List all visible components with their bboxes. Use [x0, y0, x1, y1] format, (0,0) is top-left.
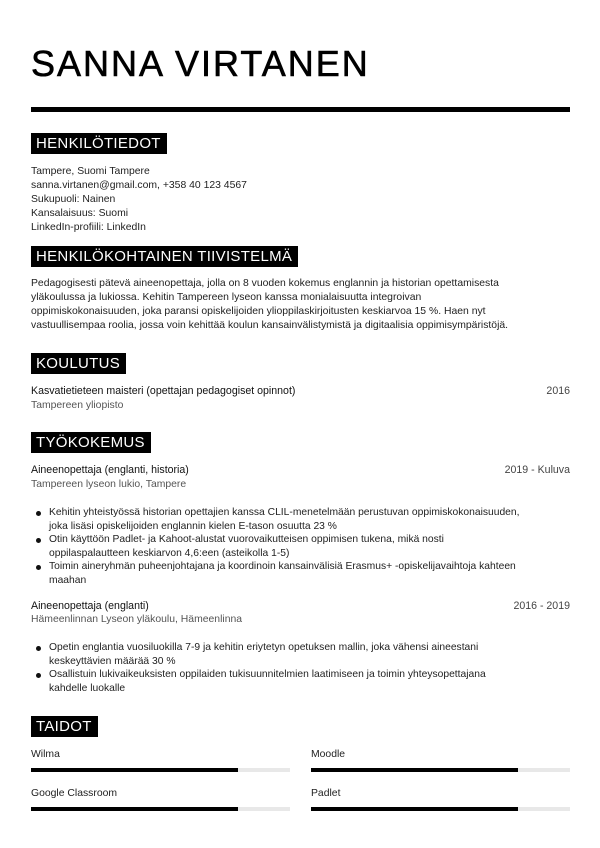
list-item: Otin käyttöön Padlet- ja Kahoot-alustat vuorovaikutteisen oppimisen tukena, mikä nosti oppilaspalautteen keskiarvon 4,6:een (asteikolla 1-5) — [31, 533, 571, 560]
bullet-icon — [36, 673, 41, 678]
section-heading-summary: HENKILÖKOHTAINEN TIIVISTELMÄ — [31, 246, 298, 267]
section-heading-skills: TAIDOT — [31, 716, 98, 737]
section-heading-experience: TYÖKOKEMUS — [31, 432, 151, 453]
job-dates: 2019 - Kuluva — [504, 464, 570, 476]
personal-linkedin[interactable]: LinkedIn-profiili: LinkedIn — [31, 222, 146, 233]
summary-line: oppimiskokonaisuuden, joka paransi opiskelijoiden ylioppilaskirjoitusten keskiarvoa 15 %. Haen nyt — [31, 306, 486, 317]
job-bullet-list — [31, 506, 571, 588]
skill-item — [311, 748, 570, 762]
job-title: Aineenopettaja (englanti) — [31, 600, 149, 612]
summary-line: Pedagogisesti pätevä aineenopettaja, jolla on 8 vuoden kokemus englannin ja historian opettamisesta — [31, 278, 499, 289]
header-divider — [31, 107, 570, 112]
personal-location: Tampere, Suomi Tampere — [31, 166, 150, 177]
personal-nationality: Kansalaisuus: Suomi — [31, 208, 129, 219]
job-dates: 2016 - 2019 — [513, 600, 570, 612]
candidate-name: SANNA VIRTANEN — [31, 43, 370, 84]
list-item: Osallistuin lukivaikeuksisten oppilaiden tukisuunnitelmien laatimiseen ja toimin yhteysopettajana kahdelle luokalle — [31, 668, 571, 695]
summary-line: vastuullisempaa roolia, jossa voin kehittää koulun kansainvälistymistä ja digitaalisia oppimisympäristöjä. — [31, 320, 509, 331]
skill-label: Wilma — [31, 749, 60, 760]
education-entry — [31, 384, 570, 398]
skill-label: Google Classroom — [31, 788, 118, 799]
skill-item — [31, 748, 290, 762]
personal-gender: Sukupuoli: Nainen — [31, 194, 116, 205]
skill-label: Padlet — [311, 788, 341, 799]
education-year: 2016 — [546, 385, 570, 397]
skill-level-fill — [311, 768, 518, 772]
skill-level-track — [311, 807, 570, 811]
skill-level-fill — [311, 807, 518, 811]
skill-level-fill — [31, 807, 238, 811]
bullet-icon — [36, 646, 41, 651]
education-degree: Kasvatietieteen maisteri (opettajan pedagogiset opinnot) — [31, 385, 296, 397]
summary-line: yläkoulussa ja lukiossa. Kehitin Tampereen lyseon kanssa monialaisuutta integroivan — [31, 292, 422, 303]
job-employer: Tampereen lyseon lukio, Tampere — [31, 479, 187, 490]
list-item: Toimin aineryhmän puheenjohtajana ja koordinoin kansainvälisiä Erasmus+ -opiskelijavaihtoja kahteen maahan — [31, 560, 571, 587]
skill-level-fill — [31, 768, 238, 772]
skill-level-track — [311, 768, 570, 772]
bullet-icon — [36, 511, 41, 516]
job-bullet-list — [31, 641, 571, 695]
skill-level-track — [31, 768, 290, 772]
list-item: Opetin englantia vuosiluokilla 7-9 ja kehitin eriytetyn opetuksen mallin, joka vähensi aineestani keskeyttävien määrää 30 % — [31, 641, 571, 668]
skill-item — [311, 787, 570, 801]
bullet-icon — [36, 565, 41, 570]
education-school: Tampereen yliopisto — [31, 400, 124, 411]
bullet-icon — [36, 538, 41, 543]
section-heading-education: KOULUTUS — [31, 353, 126, 374]
skill-label: Moodle — [311, 749, 346, 760]
job-employer: Hämeenlinnan Lyseon yläkoulu, Hämeenlinna — [31, 614, 243, 625]
skill-level-track — [31, 807, 290, 811]
list-item: Kehitin yhteistyössä historian opettajien kanssa CLIL-menetelmään perustuvan oppimiskokonaisuuden, joka lisäsi opiskelijoiden englannin kielen E-tason osuutta 23 % — [31, 506, 571, 533]
job-entry — [31, 599, 570, 613]
job-title: Aineenopettaja (englanti, historia) — [31, 464, 189, 476]
personal-contact: sanna.virtanen@gmail.com, +358 40 123 4567 — [31, 180, 247, 191]
job-entry — [31, 463, 570, 477]
section-heading-personal: HENKILÖTIEDOT — [31, 133, 167, 154]
skill-item — [31, 787, 290, 801]
